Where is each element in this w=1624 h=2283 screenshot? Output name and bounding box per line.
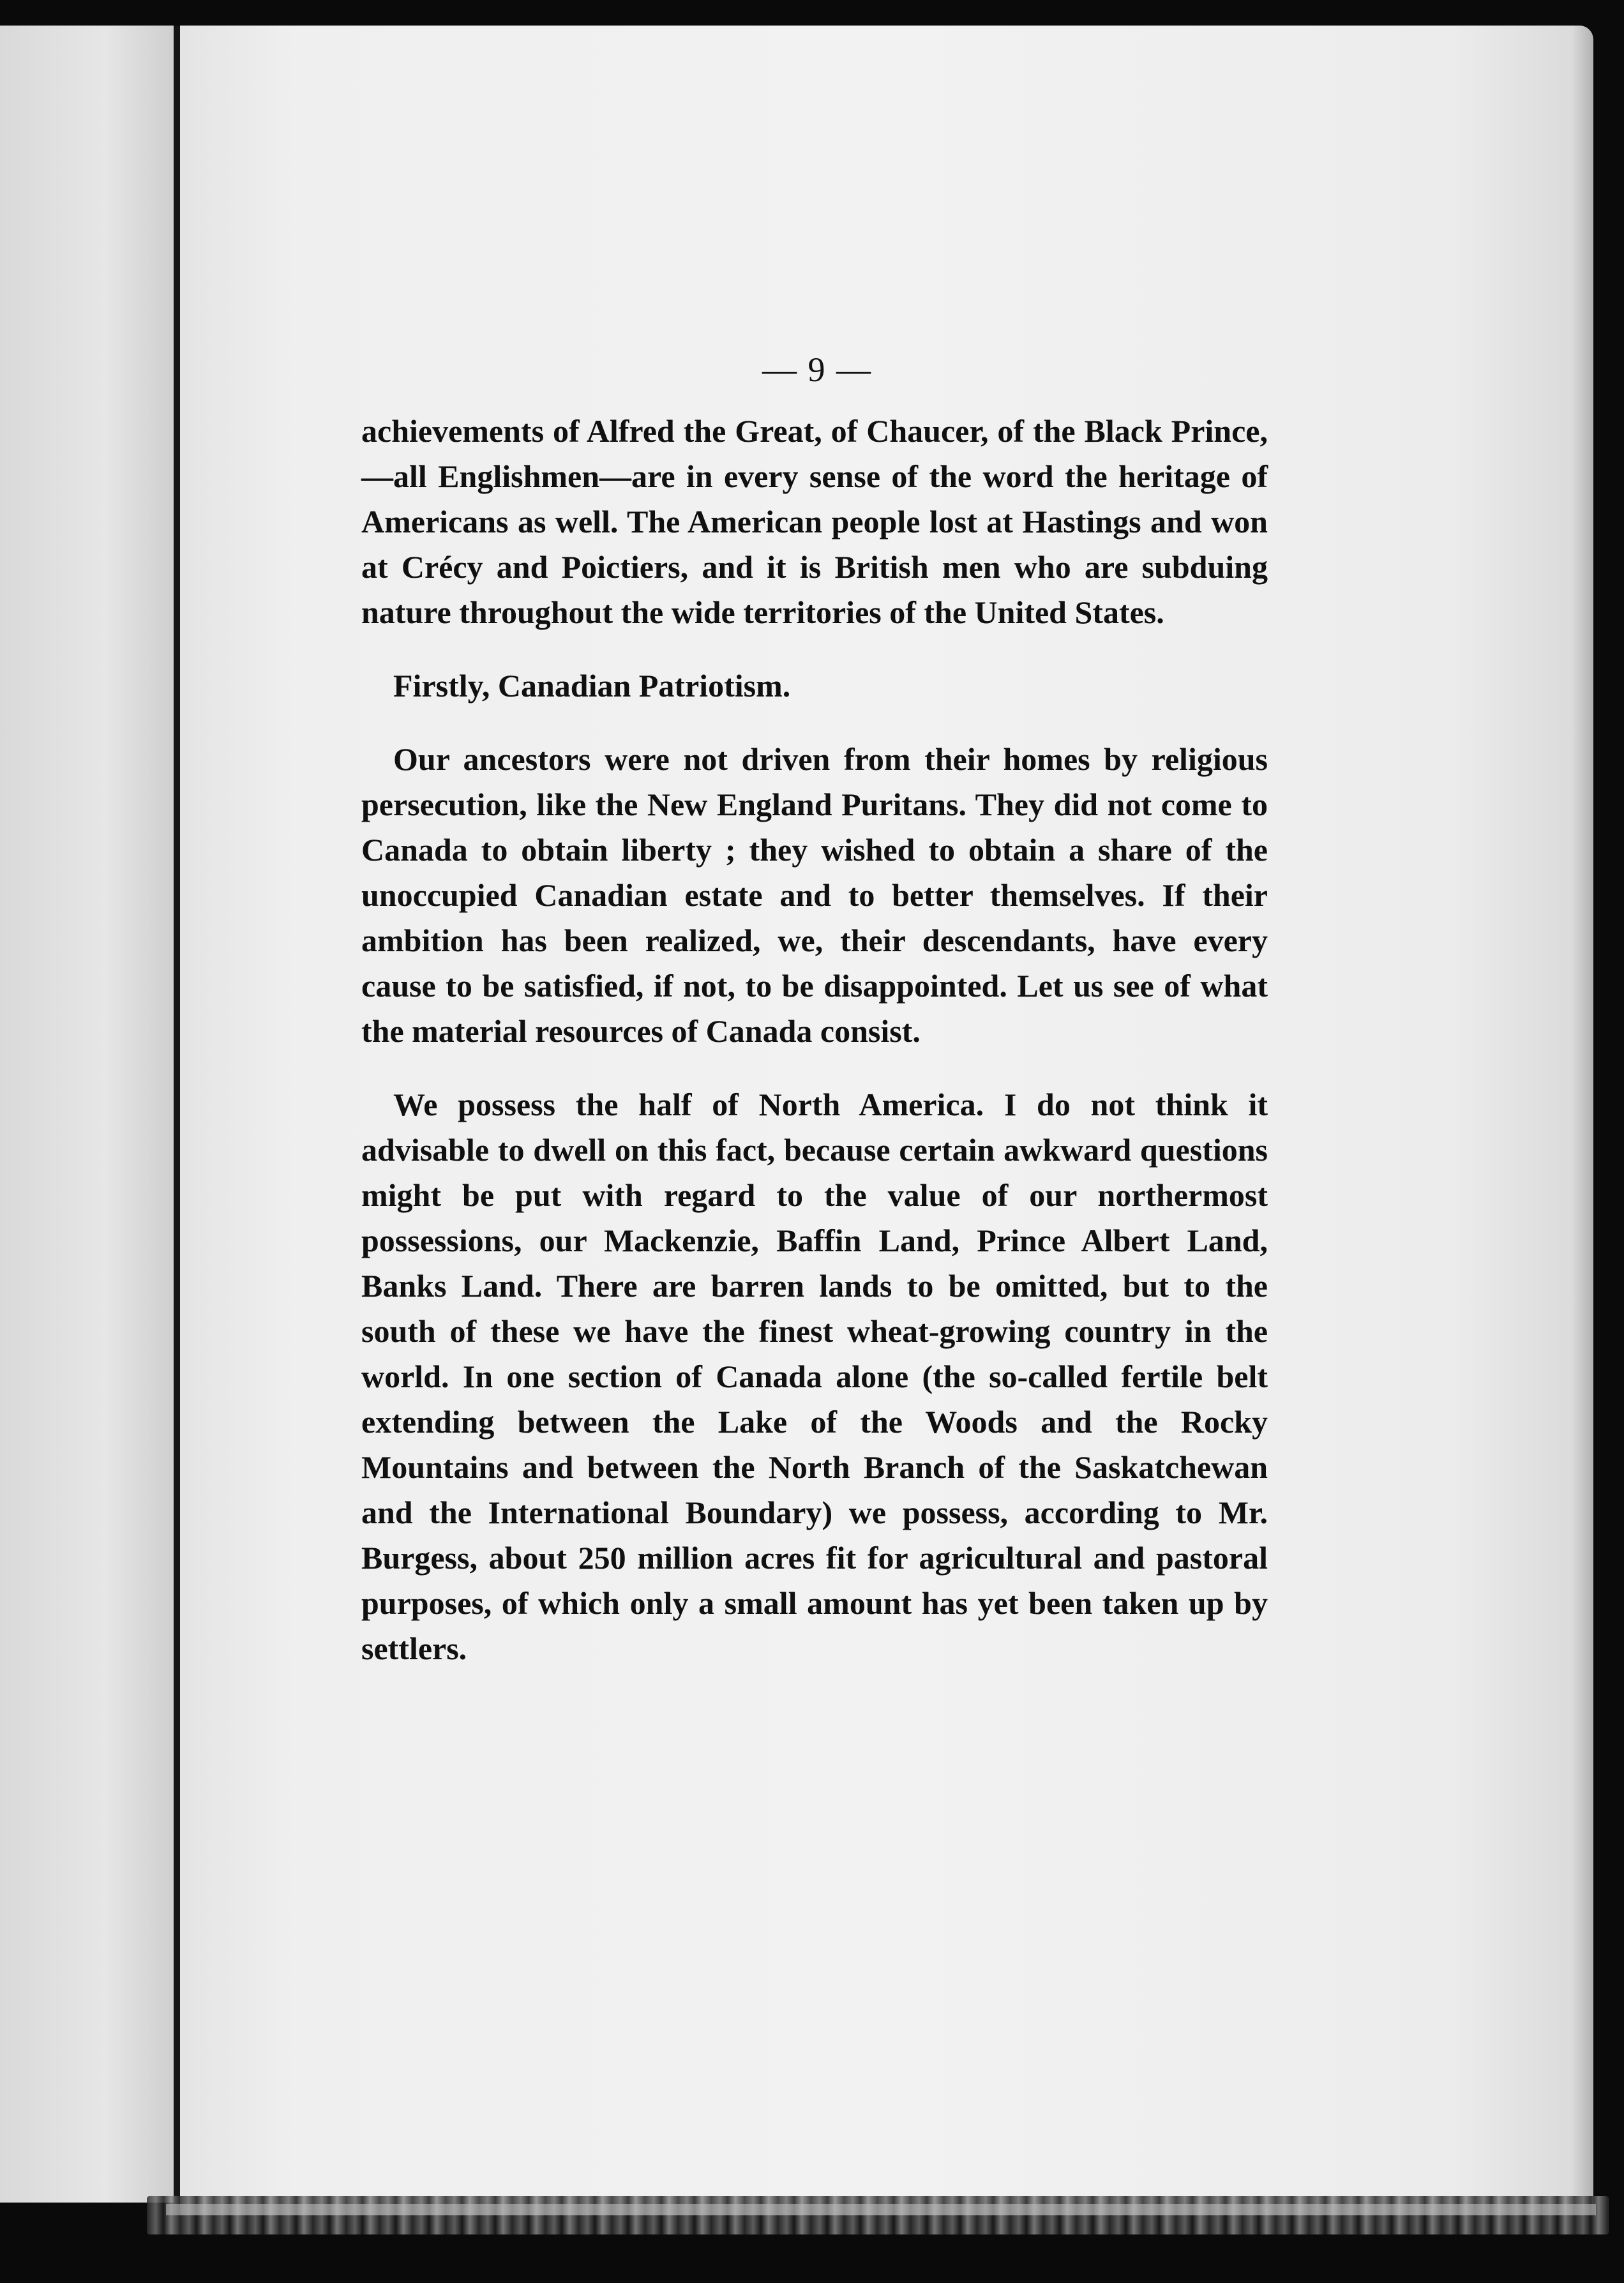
body-text (361, 409, 1268, 1671)
paragraph-continuation: achievements of Alfred the Great, of Chaucer, of the Black Prince,—all Englishmen—are in every sense of the word the heritage of Americans as well. The American people lost at Hastings and won at Crécy and Poictiers, and it is British men who are subduing nature throughout the wide territories of the United States. (361, 413, 1268, 630)
section-heading-paragraph: Firstly, Canadian Patriotism. (393, 668, 791, 704)
paragraph-ancestors: Our ancestors were not driven from their homes by religious persecution, like the New England Puritans. They did not come to Canada to obtain liberty ; they wished to obtain a share of the unoccupied Canadian estate and to better themselves. If their ambition has been realized, we, their descendants, have every cause to be satisfied, if not, to be disappointed. Let us see of what the material resources of Canada consist. (361, 741, 1268, 1049)
page-bottom-highlight (166, 2204, 1596, 2215)
page-number: — 9 — (762, 350, 872, 389)
page-bottom-edge (147, 2196, 1609, 2234)
facing-page-edge (0, 26, 174, 2203)
page-edge-shadow (1572, 26, 1593, 2215)
book-gutter (174, 26, 180, 2209)
paragraph-north-america: We possess the half of North America. I do not think it advisable to dwell on this fact, because certain awkward questions might be put with regard to the value of our northermost possessions, our Mackenzie, Baffin Land, Prince Albert Land, Banks Land. There are barren lands to be omitted, but to the south of these we have the finest wheat-growing country in the world. In one section of Canada alone (the so-called fertile belt extending between the Lake of the Woods and the Rocky Mountains and between the North Branch of the Saskatchewan and the International Boundary) we possess, according to Mr. Burgess, about 250 million acres fit for agricultural and pastoral purposes, of which only a small amount has yet been taken up by settlers. (361, 1087, 1268, 1666)
